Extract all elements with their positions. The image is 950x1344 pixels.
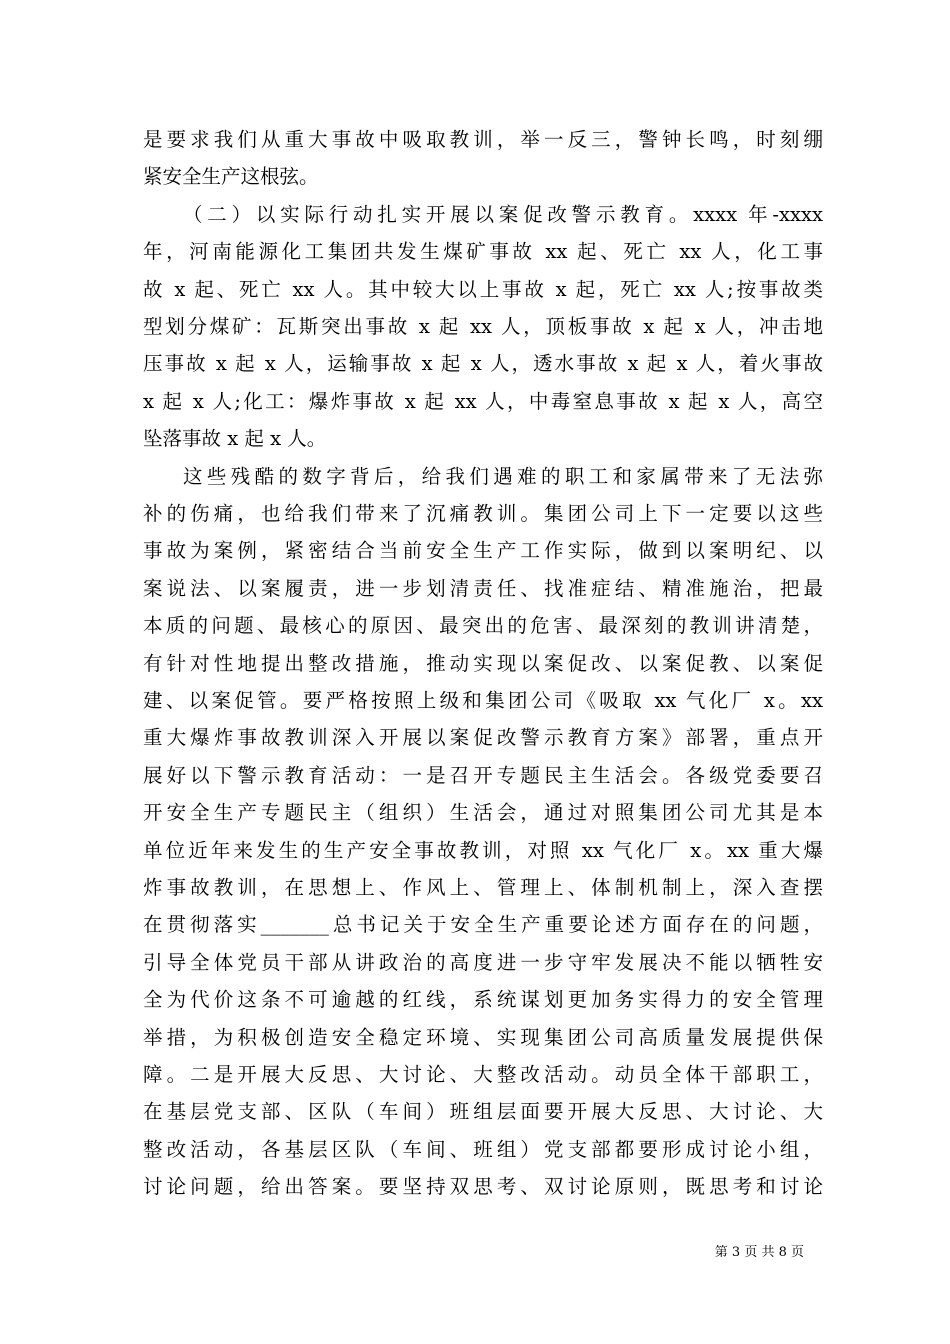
- text-line: 单位近年来发生的生产安全事故教训，对照 xx 气化厂 x。xx 重大爆: [143, 838, 823, 862]
- text-line: 压事故 x 起 x 人，运输事故 x 起 x 人，透水事故 x 起 x 人，着火事故: [143, 352, 823, 376]
- text-line: 本质的问题、最核心的原因、最突出的危害、最深刻的教训讲清楚，: [143, 614, 823, 638]
- text-line: 建、以案促管。要严格按照上级和集团公司《吸取 xx 气化厂 x。xx: [143, 689, 823, 712]
- text-line: 补的伤痛，也给我们带来了沉痛教训。集团公司上下一定要以这些: [143, 502, 823, 525]
- text-line: 在基层党支部、区队（车间）班组层面要开展大反思、大讨论、大: [143, 1100, 823, 1124]
- text-line: 年，河南能源化工集团共发生煤矿事故 xx 起、死亡 xx 人，化工事: [143, 240, 823, 264]
- text-line: 紧安全生产这根弦。: [143, 165, 319, 189]
- text-line: 有针对性地提出整改措施，推动实现以案促改、以案促教、以案促: [143, 651, 823, 675]
- text-line: 整改活动，各基层区队（车间、班组）党支部都要形成讨论小组，: [143, 1137, 823, 1161]
- text-line: 故 x 起、死亡 xx 人。其中较大以上事故 x 起，死亡 xx 人;按事故类: [143, 277, 823, 301]
- text-line: 炸事故教训，在思想上、作风上、管理上、体制机制上，深入查摆: [143, 876, 823, 899]
- text-line: 开安全生产专题民主（组织）生活会，通过对照集团公司尤其是本: [143, 801, 823, 825]
- text-line: 型划分煤矿：瓦斯突出事故 x 起 xx 人，顶板事故 x 起 x 人，冲击地: [143, 315, 823, 338]
- text-line: 事故为案例，紧密结合当前安全生产工作实际，做到以案明纪、以: [143, 539, 823, 563]
- text-line: 全为代价这条不可逾越的红线，系统谋划更加务实得力的安全管理: [143, 988, 823, 1012]
- text-line: 案说法、以案履责，进一步划清责任、找准症结、精准施治，把最: [143, 576, 823, 600]
- text-line: 在贯彻落实_______总书记关于安全生产重要论述方面存在的问题，: [143, 913, 823, 937]
- text-line: 讨论问题，给出答案。要坚持双思考、双讨论原则，既思考和讨论: [143, 1175, 823, 1199]
- page-number: 第 3 页 共 8 页: [714, 1245, 804, 1260]
- text-line: 这些残酷的数字背后，给我们遇难的职工和家属带来了无法弥: [183, 464, 823, 488]
- text-line: 重大爆炸事故教训深入开展以案促改警示教育方案》部署，重点开: [143, 726, 823, 750]
- text-line: 举措，为积极创造安全稳定环境、实现集团公司高质量发展提供保: [143, 1025, 823, 1049]
- text-line: 是要求我们从重大事故中吸取教训，举一反三，警钟长鸣，时刻绷: [143, 128, 823, 151]
- text-line: 展好以下警示教育活动：一是召开专题民主生活会。各级党委要召: [143, 763, 823, 787]
- text-line: x 起 x 人;化工：爆炸事故 x 起 xx 人，中毒窒息事故 x 起 x 人，高空: [143, 389, 823, 413]
- text-line: 坠落事故 x 起 x 人。: [143, 427, 327, 451]
- text-line: 障。二是开展大反思、大讨论、大整改活动。动员全体干部职工，: [143, 1063, 823, 1086]
- text-line: 引导全体党员干部从讲政治的高度进一步守牢发展决不能以牺牲安: [143, 950, 823, 974]
- text-line: （二）以实际行动扎实开展以案促改警示教育。xxxx 年-xxxx: [183, 202, 823, 226]
